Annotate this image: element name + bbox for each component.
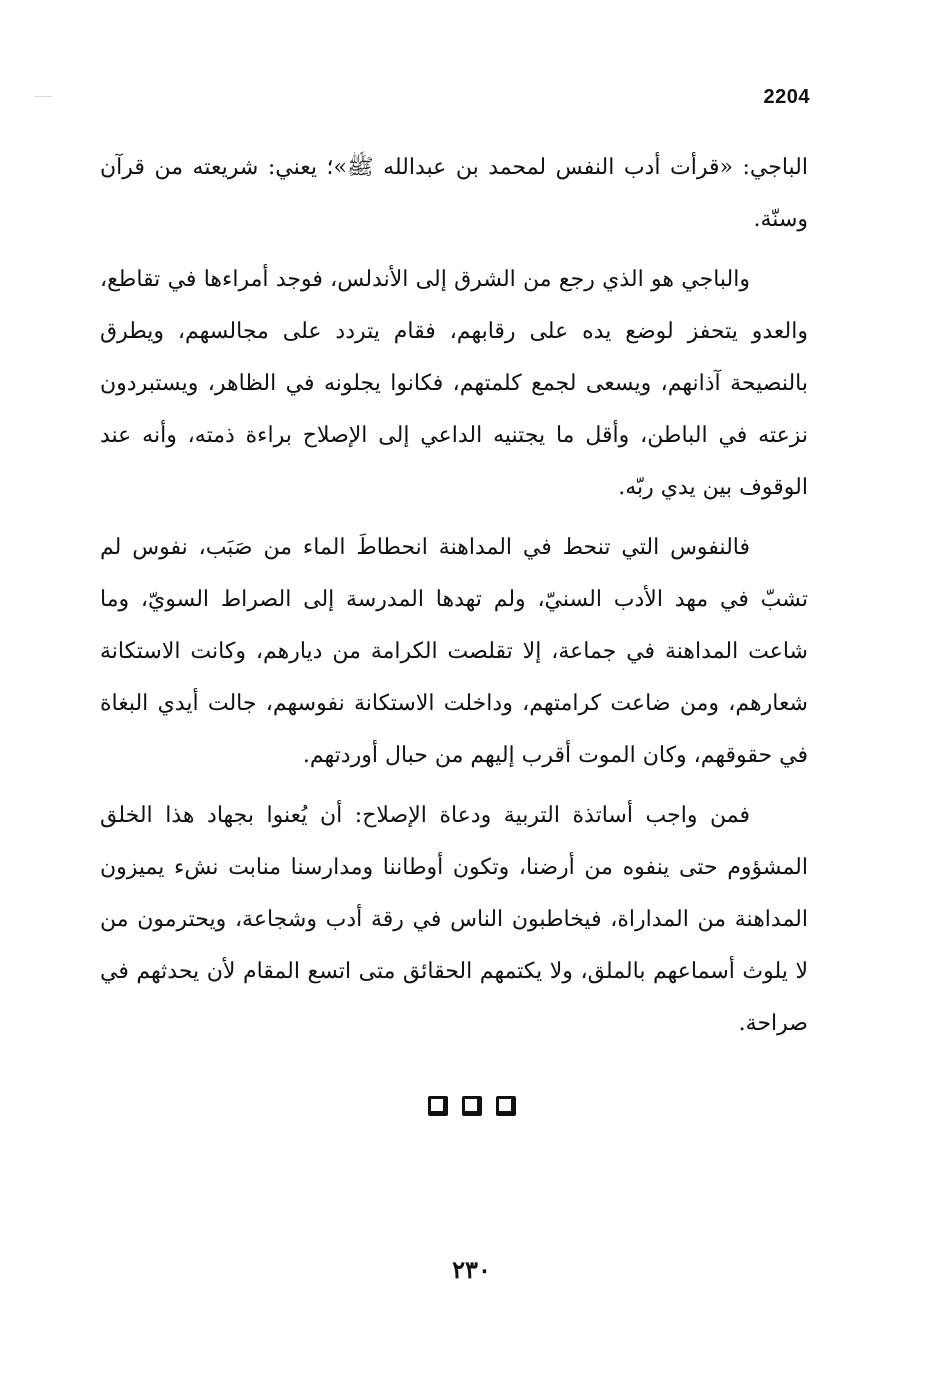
paragraph-3: فالنفوس التي تنحط في المداهنة انحطاطَ الماء من صَبَب، نفوس لم تشبّ في مهد الأدب السنيّ، ولم تهدها المدرسة إلى الصراط السويّ، وما شاعت المداهنة في جماعة، إلا تقلصت الكرامة من ديارهم، وكانت الاستكانة شعارهم، ومن ضاعت كرامتهم، وداخلت الاستكانة نفوسهم، جالت أيدي البغاة في حقوقهم، وكان الموت أقرب إليهم من حبال أوردتهم.: [100, 535, 809, 768]
page-body: [100, 142, 808, 1050]
paragraph-1: الباجي: «قرأت أدب النفس لمحمد بن عبدالله ﷺ»؛ يعني: شريعته من قرآن وسنّة.: [100, 155, 809, 232]
paragraph-4: فمن واجب أساتذة التربية ودعاة الإصلاح: أن يُعنوا بجهاد هذا الخلق المشؤوم حتى ينفوه من أرضنا، وتكون أوطاننا ومدارسنا منابت نشء يميزون المداهنة من المداراة، فيخاطبون الناس في رقة أدب وشجاعة، ويحترمون من لا يلوث أسماعهم بالملق، ولا يكتمهم الحقائق متى اتسع المقام لأن يحدثهم في صراحة.: [100, 803, 808, 1036]
top-reference-number: 2204: [763, 86, 810, 108]
separator-box-icon: [496, 1096, 516, 1116]
scan-mark: [34, 96, 52, 97]
section-separator: [0, 1096, 943, 1116]
separator-box-icon: [428, 1096, 448, 1116]
paragraph-2: والباجي هو الذي رجع من الشرق إلى الأندلس، فوجد أمراءها في تقاطع، والعدو يتحفز لوضع يده على رقابهم، فقام يتردد على مجالسهم، ويطرق بالنصيحة آذانهم، ويسعى لجمع كلمتهم، فكانوا يجلونه في الظاهر، ويستبردون نزعته في الباطن، وأقل ما يجتنيه الداعي إلى الإصلاح براءة ذمته، وأنه عند الوقوف بين يدي ربّه.: [100, 267, 808, 500]
page-number: ٢٣٠: [452, 1255, 491, 1284]
separator-box-icon: [462, 1096, 482, 1116]
